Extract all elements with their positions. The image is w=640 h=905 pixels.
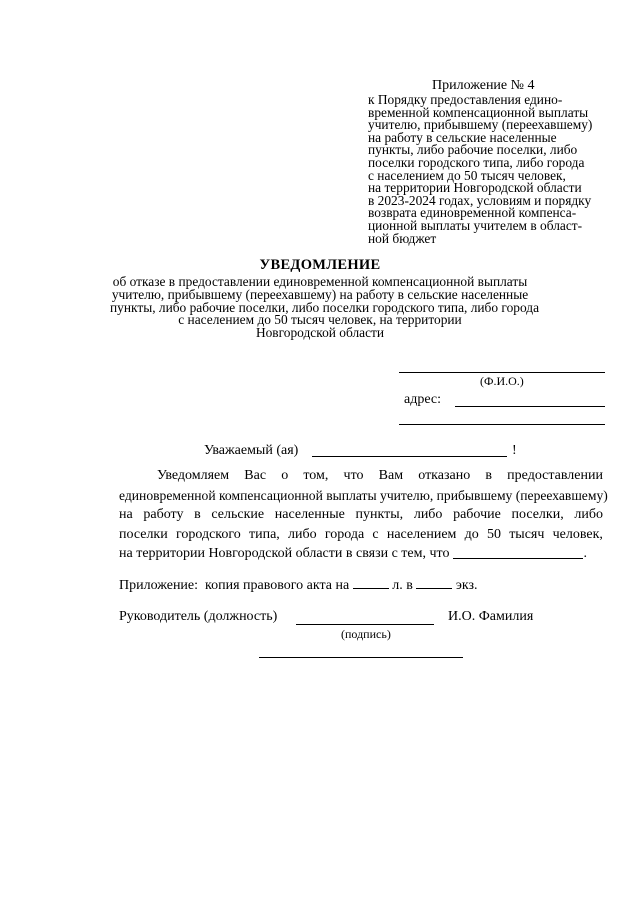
word: поселки — [119, 526, 168, 542]
word: поселки, — [511, 507, 564, 523]
signature-caption: (подпись) — [341, 627, 391, 641]
appendix-line: поселки городского типа, либо города — [368, 154, 585, 170]
subtitle-line: учителю, прибывшему (переехавшему) на работу в сельские населенные — [111, 286, 529, 302]
word: 50 — [486, 526, 501, 542]
attachment-text-3: экз. — [455, 578, 478, 593]
appendix-title: Приложение № 4 — [432, 78, 535, 93]
appendix-line: возврата единовременной компенса- — [368, 205, 577, 221]
word: городского — [175, 526, 241, 542]
body-line-5 — [119, 544, 603, 564]
body-paragraph — [119, 466, 608, 564]
word: Уведомляем — [157, 468, 230, 483]
notice-subtitle — [110, 274, 540, 341]
address-line-2 — [399, 424, 605, 425]
word: Вам — [378, 468, 404, 483]
body-line-4 — [119, 525, 603, 545]
period: . — [583, 546, 587, 562]
body-line-text: единовременной компенсационной выплаты учителю, прибывшему (переехавшему) — [119, 487, 608, 503]
head-position-label: Руководитель (должность) — [119, 609, 278, 624]
word: либо — [413, 507, 443, 523]
notice-title: УВЕДОМЛЕНИЕ — [259, 257, 381, 273]
word: населением — [386, 526, 457, 542]
address-label: адрес: — [404, 392, 442, 407]
fio-line — [399, 372, 605, 373]
word: тысяч — [509, 526, 545, 542]
greeting-prefix: Уважаемый (ая) — [204, 443, 299, 458]
appendix-line: ной бюджет — [368, 230, 437, 246]
word: до — [464, 526, 479, 542]
appendix-reference — [368, 94, 608, 245]
attachment-row — [119, 575, 477, 594]
subtitle-line: Новгородской области — [255, 325, 385, 341]
word: предоставлении — [507, 468, 603, 483]
signature-line — [296, 624, 434, 625]
footer-separator — [259, 657, 463, 658]
word: либо — [288, 526, 317, 542]
appendix-line: временной компенсационной выплаты — [368, 104, 589, 120]
word: Вас — [244, 468, 267, 483]
fio-caption: (Ф.И.О.) — [480, 374, 524, 388]
reason-line — [453, 544, 583, 559]
word: работу — [143, 507, 184, 523]
appendix-line: к Порядку предоставления едино- — [368, 92, 563, 107]
greeting-name-line — [312, 456, 507, 457]
signatory-name: И.О. Фамилия — [448, 609, 534, 624]
word: рабочие — [453, 507, 501, 523]
word: типа, — [248, 526, 280, 542]
subtitle-line: с населением до 50 тысяч человек, на территории — [178, 312, 462, 328]
word: сельские — [211, 507, 265, 523]
body-line-1 — [119, 466, 603, 486]
subtitle-line: пункты, либо рабочие поселки, либо поселки городского типа, либо города — [110, 299, 540, 315]
body-line-text: на территории Новгородской области в связи с тем, что — [119, 546, 450, 562]
word: в — [485, 468, 493, 483]
appendix-line: на работу в сельские населенные — [368, 129, 557, 145]
word: пункты, — [355, 507, 404, 523]
word: что — [343, 468, 364, 483]
word: человек, — [552, 526, 603, 542]
copies-line — [416, 575, 452, 589]
appendix-line: с населением до 50 тысяч человек, — [368, 167, 566, 183]
appendix-line: ционной выплаты учителем в област- — [368, 217, 583, 233]
word: на — [119, 507, 133, 523]
word: с — [372, 526, 379, 542]
word: отказано — [418, 468, 471, 483]
body-line-2 — [119, 486, 608, 506]
attachment-text-2: л. в — [392, 578, 413, 593]
pages-line — [353, 575, 389, 589]
word: том, — [303, 468, 329, 483]
word: о — [281, 468, 289, 483]
word: в — [194, 507, 201, 523]
word: населенные — [274, 507, 345, 523]
greeting-suffix: ! — [512, 443, 517, 458]
appendix-line: в 2023-2024 годах, условиям и порядку — [368, 192, 592, 208]
address-line-1 — [455, 406, 605, 407]
attachment-text-1: копия правового акта на — [205, 578, 350, 593]
subtitle-line: об отказе в предоставлении единовременной компенсационной выплаты — [112, 274, 528, 289]
appendix-line: пункты, либо рабочие поселки, либо — [368, 142, 578, 158]
body-line-3 — [119, 505, 603, 525]
word: либо — [574, 507, 603, 523]
appendix-line: учителю, прибывшему (переехавшему) — [368, 117, 593, 133]
attachment-label: Приложение: — [119, 578, 199, 593]
word: города — [324, 526, 365, 542]
appendix-line: на территории Новгородской области — [368, 180, 582, 196]
